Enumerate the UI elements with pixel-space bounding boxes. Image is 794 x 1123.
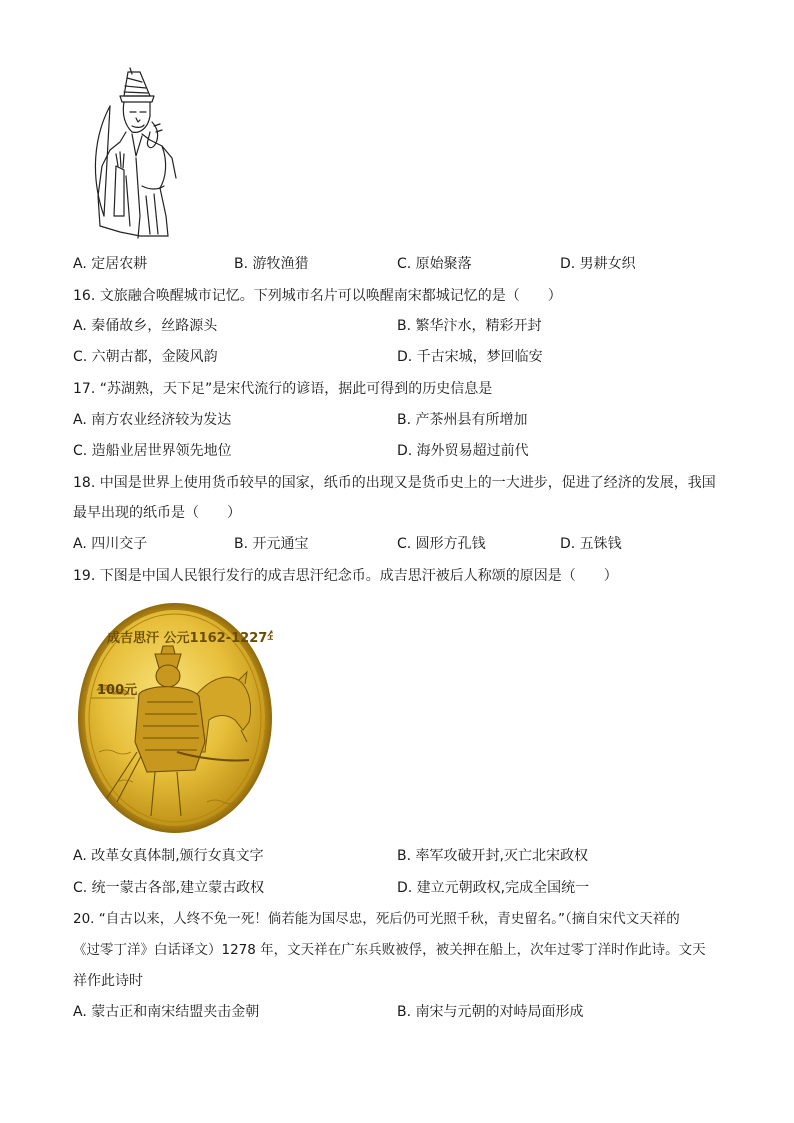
- q17-stem: 17. “苏湖熟，天下足”是宋代流行的谚语，据此可得到的历史信息是: [73, 381, 493, 397]
- q18-option-c[interactable]: C. 圆形方孔钱: [397, 536, 486, 552]
- nomad-figure-illustration: [80, 66, 190, 242]
- q19-option-c[interactable]: C. 统一蒙古各部,建立蒙古政权: [73, 880, 265, 896]
- q17-option-a[interactable]: A. 南方农业经济较为发达: [73, 412, 232, 428]
- q20-stem-line-2: 《过零丁洋》白话译文）1278 年，文天祥在广东兵败被俘，被关押在船上，次年过零丁洋时作此诗。文天: [73, 942, 706, 958]
- q16-option-c[interactable]: C. 六朝古都，金陵风韵: [73, 349, 218, 365]
- coin-top-text: 成吉思汗 公元1162-1227年: [107, 631, 273, 646]
- q18-option-d[interactable]: D. 五铢钱: [560, 536, 622, 552]
- q17-option-d[interactable]: D. 海外贸易超过前代: [397, 443, 529, 459]
- q20-option-a[interactable]: A. 蒙古正和南宋结盟夹击金朝: [73, 1004, 260, 1020]
- q18-option-a[interactable]: A. 四川交子: [73, 536, 148, 552]
- coin-drawing: [77, 602, 273, 834]
- genghis-khan-coin: [77, 602, 273, 834]
- q16-option-a[interactable]: A. 秦俑故乡，丝路源头: [73, 318, 218, 334]
- q19-option-a[interactable]: A. 改革女真体制,颁行女真文字: [73, 848, 264, 864]
- q18-option-b[interactable]: B. 开元通宝: [234, 536, 309, 552]
- q16-option-b[interactable]: B. 繁华汴水，精彩开封: [397, 318, 542, 334]
- q17-option-b[interactable]: B. 产茶州县有所增加: [397, 412, 528, 428]
- q20-stem-line-1: 20. “自古以来，人终不免一死！倘若能为国尽忠，死后仍可光照千秋，青史留名。”（摘自宋代文天祥的: [73, 911, 680, 927]
- q20-option-b[interactable]: B. 南宋与元朝的对峙局面形成: [397, 1004, 584, 1020]
- q15-option-b[interactable]: B. 游牧渔猎: [234, 256, 309, 272]
- q18-stem-line-2: 最早出现的纸币是（ ）: [73, 505, 241, 521]
- q16-stem: 16. 文旅融合唤醒城市记忆。下列城市名片可以唤醒南宋都城记忆的是（ ）: [73, 288, 562, 304]
- q15-option-a[interactable]: A. 定居农耕: [73, 256, 148, 272]
- q17-option-c[interactable]: C. 造船业居世界领先地位: [73, 443, 232, 459]
- q18-stem-line-1: 18. 中国是世界上使用货币较早的国家，纸币的出现又是货币史上的一大进步，促进了经济的发展，我国: [73, 475, 716, 491]
- q19-stem: 19. 下图是中国人民银行发行的成吉思汗纪念币。成吉思汗被后人称颂的原因是（ ）: [73, 568, 618, 584]
- q19-option-d[interactable]: D. 建立元朝政权,完成全国统一: [397, 880, 590, 896]
- q19-option-b[interactable]: B. 率军攻破开封,灭亡北宋政权: [397, 848, 588, 864]
- q15-option-c[interactable]: C. 原始聚落: [397, 256, 472, 272]
- nomad-figure-drawing: [80, 66, 190, 242]
- q15-option-d[interactable]: D. 男耕女织: [560, 256, 636, 272]
- q16-option-d[interactable]: D. 千古宋城，梦回临安: [397, 349, 543, 365]
- coin-value-text: 100元: [97, 683, 138, 698]
- q20-stem-line-3: 祥作此诗时: [73, 973, 143, 989]
